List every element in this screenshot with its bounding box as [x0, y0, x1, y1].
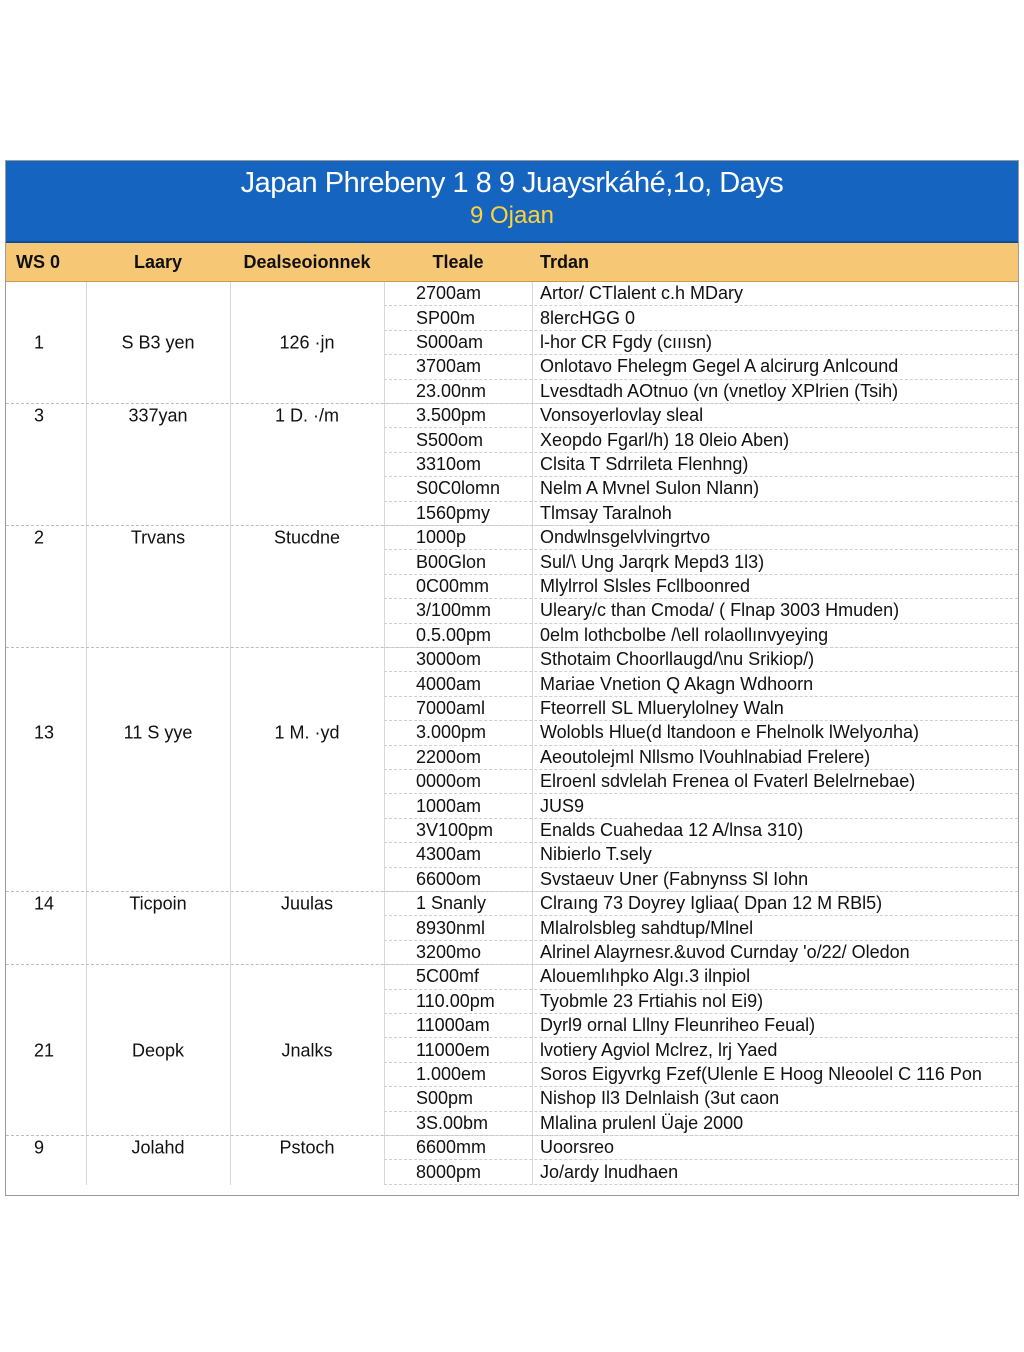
- time-cell: S000am: [416, 331, 484, 352]
- day-group: [6, 1136, 1018, 1185]
- itinerary-table: [5, 160, 1019, 1196]
- table-row: [384, 1112, 1018, 1136]
- time-cell: 3700am: [416, 356, 482, 377]
- table-row: [384, 502, 1018, 526]
- table-row: [384, 1014, 1018, 1038]
- activity-cell: Uoorsreo: [540, 1137, 615, 1158]
- table-row: [384, 965, 1018, 989]
- page-title: Japan Phrebeny 1 8 9 Juaysrkáhé,1ο, Days: [240, 167, 784, 199]
- location-cell: Trvans: [130, 527, 186, 548]
- time-cell: SP00m: [416, 307, 476, 328]
- day-number: 14: [34, 893, 55, 914]
- duration-cell: Jnalks: [281, 1040, 333, 1061]
- activity-cell: Wolobls Hlue(d ltandoon e Fhelnolk lWelyoлha): [540, 722, 920, 743]
- activity-cell: Mlalina prulenl Üaje 2000: [540, 1112, 744, 1133]
- day-number: 21: [34, 1040, 55, 1061]
- location-cell: S B3 yen: [121, 332, 195, 353]
- activity-cell: Ondwlnsgelvlvingrtvo: [540, 527, 711, 548]
- duration-cell: Pstoch: [279, 1137, 335, 1158]
- location-cell: Jolahd: [131, 1137, 185, 1158]
- time-cell: 3.000pm: [416, 722, 487, 743]
- table-row: [384, 697, 1018, 721]
- time-cell: S00pm: [416, 1088, 474, 1109]
- page-subtitle: 9 Ojaan: [469, 202, 555, 229]
- table-row: [384, 306, 1018, 330]
- activity-cell: lvotiery Agviol Mclrez, lrj Yaed: [540, 1039, 778, 1060]
- time-cell: 0000om: [416, 771, 482, 792]
- table-row: [384, 892, 1018, 916]
- activity-cell: Alouemlıhpko Algı.3 ilnpiol: [540, 966, 751, 987]
- table-row: [384, 1136, 1018, 1160]
- location-cell: 337yan: [128, 405, 188, 426]
- time-cell: 8930nml: [416, 917, 486, 938]
- activity-cell: Mlylrrol Slsles Fcllbооnred: [540, 575, 751, 596]
- duration-cell: 1 M. ·yd: [274, 722, 340, 743]
- day-number: 2: [34, 527, 45, 548]
- activity-cell: Uleary/c than Cmoda/ ( Flnap 3003 Hmuden): [540, 600, 900, 621]
- time-cell: S500om: [416, 429, 484, 450]
- time-cell: 5C00mf: [416, 966, 480, 987]
- day-group: [6, 965, 1018, 1136]
- time-cell: 2200om: [416, 746, 482, 767]
- activity-cell: 0elm lothcbolbe /\ell rolaollınvyеying: [540, 624, 829, 645]
- table-row: [384, 916, 1018, 940]
- table-row: [384, 672, 1018, 696]
- title-banner: [6, 161, 1018, 243]
- table-row: [384, 746, 1018, 770]
- activity-cell: Vonsoyerlovlay sleal: [540, 405, 704, 426]
- time-cell: S0C0lomn: [416, 478, 501, 499]
- time-cell: 1000am: [416, 795, 482, 816]
- day-group: [6, 404, 1018, 526]
- time-cell: 3310om: [416, 453, 482, 474]
- location-cell: Ticpoin: [129, 893, 187, 914]
- day-group: [6, 648, 1018, 892]
- day-number: 1: [34, 332, 45, 353]
- table-row: [384, 575, 1018, 599]
- duration-cell: Juulas: [280, 893, 334, 914]
- day-number: 13: [34, 722, 55, 743]
- table-header: [6, 243, 1018, 282]
- table-row: [384, 990, 1018, 1014]
- activity-cell: Svstaeuv Uner (Fabnynss Sl Iohn: [540, 868, 809, 889]
- table-row: [384, 453, 1018, 477]
- activity-cell: Onlotavo Fhelegm Gegel A alcirurg Anlcound: [540, 356, 899, 377]
- time-cell: 1 Snanly: [416, 893, 487, 914]
- activity-cell: Soros Eigyvrkg Fzef(Ulenle E Hoog Nlеoolel C 116 Pon: [540, 1063, 982, 1084]
- activity-cell: Elroenl sdvlelah Frenea ol Fvaterl Belelrnebae): [540, 771, 916, 792]
- table-row: [384, 282, 1018, 306]
- day-group: [6, 526, 1018, 648]
- header-duration: Dealseoionnek: [243, 251, 371, 272]
- time-cell: 2700am: [416, 283, 482, 304]
- activity-cell: Enalds Cuahedaa 12 A/lnsa 310): [540, 819, 804, 840]
- table-row: [384, 770, 1018, 794]
- activity-cell: l-hor CR Fgdy (сııısn): [540, 331, 713, 352]
- time-cell: 6600om: [416, 868, 482, 889]
- time-cell: 1.000em: [416, 1063, 487, 1084]
- time-cell: 3200mo: [416, 941, 482, 962]
- table-row: [384, 599, 1018, 623]
- table-row: [384, 1160, 1018, 1184]
- time-cell: 110.00pm: [416, 990, 495, 1011]
- table-row: [384, 1087, 1018, 1111]
- activity-cell: Clraıng 73 Doyrey Igliaa( Dpan 12 M RBl5): [540, 893, 883, 914]
- activity-cell: Jo/ardy lnudhaen: [540, 1161, 679, 1182]
- activity-cell: Clsita T Sdrrileta Flenhng): [540, 453, 749, 474]
- time-cell: 3000om: [416, 649, 482, 670]
- header-location: Laary: [133, 251, 183, 272]
- time-cell: 6600mm: [416, 1137, 487, 1158]
- table-row: [384, 819, 1018, 843]
- table-row: [384, 721, 1018, 745]
- table-row: [384, 526, 1018, 550]
- table-row: [384, 624, 1018, 648]
- table-body: [6, 282, 1018, 1185]
- activity-cell: Nelm A Mvnel Sulon Nlann): [540, 478, 760, 499]
- time-cell: 3.500pm: [416, 405, 487, 426]
- time-cell: 11000em: [416, 1039, 490, 1060]
- activity-cell: Artor/ CTlalent c.h MDary: [540, 283, 744, 304]
- header-activity: Trdan: [540, 251, 590, 272]
- day-number: 9: [34, 1137, 45, 1158]
- activity-cell: Sthotaim Choorllaugd/\nu Srikiop/): [540, 649, 815, 670]
- day-group: [6, 282, 1018, 404]
- time-cell: 0.5.00pm: [416, 624, 492, 645]
- table-row: [384, 428, 1018, 452]
- table-row: [384, 477, 1018, 501]
- table-row: [384, 794, 1018, 818]
- activity-cell: Alrinel Alayrnesr.&uvod Curnday 'o/22/ Oledon: [540, 941, 910, 962]
- table-row: [384, 941, 1018, 965]
- activity-cell: Lvesdtadh AOtnuo (vn (vnetloy XPlrien (Tsih): [540, 380, 899, 401]
- duration-cell: Stucdne: [273, 527, 341, 548]
- activity-cell: Nibierlo T.sely: [540, 844, 652, 865]
- activity-cell: Sul/\ Ung Jarqrk Mepd3 1l3): [540, 551, 765, 572]
- activity-cell: Mariae Vnetion Q Akagn Wdhoorn: [540, 673, 814, 694]
- day-group: [6, 892, 1018, 965]
- table-row: [384, 355, 1018, 379]
- activity-cell: Tlmsay Taralnoh: [540, 502, 672, 523]
- activity-cell: Aeoutolejml Nllsmo lVouhlnabiad Frelere): [540, 746, 871, 767]
- time-cell: 4300am: [416, 844, 482, 865]
- table-row: [384, 550, 1018, 574]
- activity-cell: Mlalrolsbleg sahdtup/Mlnel: [540, 917, 754, 938]
- table-row: [384, 843, 1018, 867]
- day-number: 3: [34, 405, 45, 426]
- activity-cell: Dyrl9 ornal Lllny Fleunriheo Feual): [540, 1015, 816, 1036]
- time-cell: 11000am: [416, 1015, 490, 1036]
- time-cell: B00Glon: [416, 551, 487, 572]
- table-row: [384, 868, 1018, 892]
- time-cell: 3V100pm: [416, 819, 494, 840]
- time-cell: 1000p: [416, 527, 467, 548]
- time-cell: 1560pmy: [416, 502, 491, 523]
- header-time: Tleale: [432, 251, 484, 272]
- activity-cell: 8lеrсHGG 0: [540, 307, 636, 328]
- activity-cell: Xeopdo Fgarl/h) 18 0leio Aben): [540, 429, 790, 450]
- table-row: [384, 380, 1018, 404]
- time-cell: 8000pm: [416, 1161, 482, 1182]
- table-row: [384, 404, 1018, 428]
- time-cell: 4000am: [416, 673, 482, 694]
- table-row: [384, 1063, 1018, 1087]
- table-row: [384, 1038, 1018, 1062]
- time-cell: 3/100mm: [416, 600, 492, 621]
- time-cell: 7000aml: [416, 697, 486, 718]
- duration-cell: 126 ·jn: [279, 332, 335, 353]
- duration-cell: 1 D. ·/m: [274, 405, 339, 426]
- time-cell: 23.00nm: [416, 380, 487, 401]
- activity-cell: Nishop Il3 Delnlaish (3ut caon: [540, 1088, 780, 1109]
- time-cell: 0C00mm: [416, 575, 490, 596]
- activity-cell: Fteorrell SL Mluerylolney Waln: [540, 697, 784, 718]
- location-cell: 11 S yye: [123, 722, 193, 743]
- table-row: [384, 648, 1018, 672]
- header-day: WS 0: [16, 251, 61, 272]
- table-row: [384, 331, 1018, 355]
- activity-cell: JUS9: [540, 795, 585, 816]
- time-cell: 3S.00bm: [416, 1112, 489, 1133]
- location-cell: Deopk: [131, 1040, 185, 1061]
- activity-cell: Tyobmle 23 Frtiahis nol Ei9): [540, 990, 764, 1011]
